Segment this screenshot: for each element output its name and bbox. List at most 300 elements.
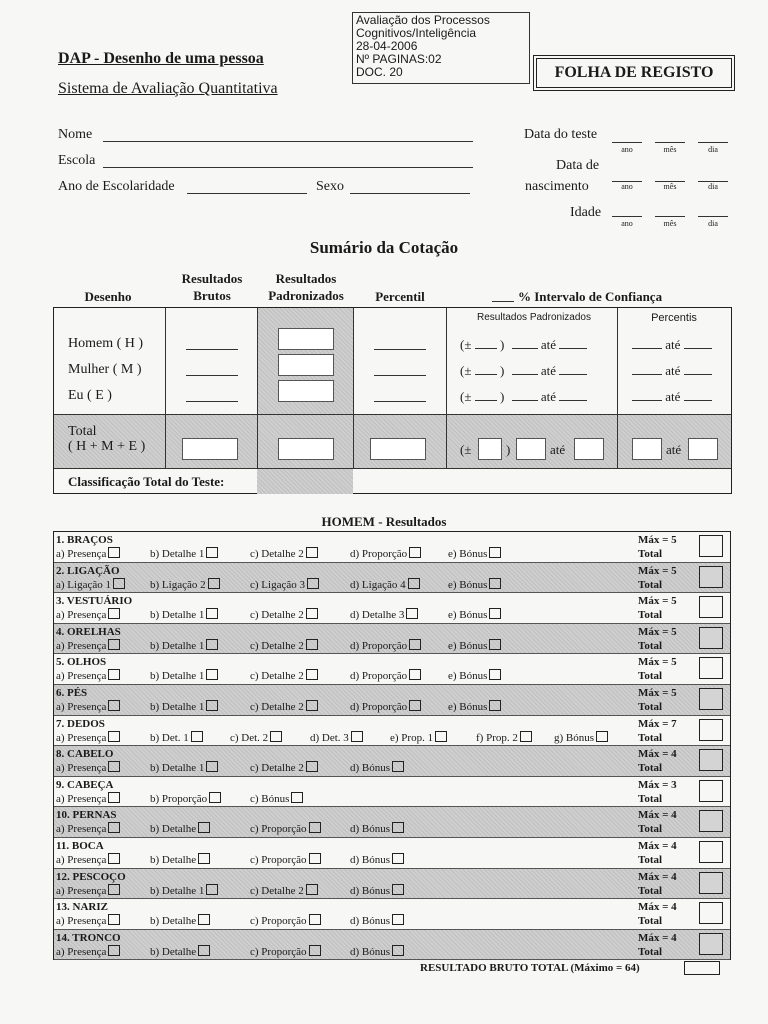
results-row-title: 9. CABEÇA — [56, 778, 114, 791]
criterion-label: b) Detalhe — [150, 854, 197, 866]
ate-label: até — [540, 363, 556, 378]
sexo-field[interactable] — [350, 180, 470, 194]
criterion-checkbox[interactable] — [108, 731, 120, 742]
criterion-item — [56, 547, 120, 561]
criterion-label: c) Detalhe 2 — [250, 670, 304, 683]
percentis-field[interactable] — [632, 389, 662, 401]
padronizados-mulher-box[interactable] — [278, 354, 334, 376]
criterion-label: d) Proporção — [350, 639, 408, 652]
escola-field[interactable] — [103, 154, 473, 168]
criterion-item — [56, 761, 120, 775]
interval-mulher — [460, 363, 587, 379]
doc-info-line: DOC. 20 — [356, 65, 403, 79]
plus-minus-label: (± — [460, 337, 472, 352]
criterion-checkbox[interactable] — [392, 853, 404, 864]
results-row-title: 13. NARIZ — [56, 901, 108, 914]
criterion-checkbox[interactable] — [198, 914, 210, 925]
data-teste-label: Data do teste — [524, 127, 598, 142]
date-dia-field[interactable] — [698, 131, 728, 143]
criterion-checkbox[interactable] — [306, 608, 318, 619]
percentis-eu — [632, 389, 712, 405]
row-total-label: Total — [638, 945, 663, 958]
grand-total-label: RESULTADO BRUTO TOTAL (Máximo = 64) — [420, 962, 640, 974]
criterion-label: d) Bónus — [350, 854, 391, 866]
date-dia-field[interactable] — [698, 170, 728, 182]
row-total-label: Total — [638, 792, 663, 805]
row-total-label: Total — [638, 854, 663, 866]
criterion-checkbox[interactable] — [406, 608, 418, 619]
criterion-checkbox[interactable] — [108, 822, 120, 833]
criterion-item — [310, 731, 363, 745]
criterion-checkbox[interactable] — [108, 669, 120, 680]
criterion-label: d) Bónus — [350, 884, 391, 897]
percentis-homem — [632, 337, 712, 353]
col-intervalo-header: % Intervalo de Confiança — [518, 289, 663, 304]
criterion-label: a) Presença — [56, 701, 107, 713]
criterion-checkbox[interactable] — [489, 578, 501, 589]
sheet-label: FOLHA DE REGISTO — [536, 58, 732, 88]
date-mes-field[interactable] — [655, 131, 685, 143]
criterion-label: b) Detalhe 1 — [150, 884, 205, 897]
percentis-field[interactable] — [684, 363, 712, 375]
interval-field[interactable] — [475, 337, 497, 349]
criterion-item — [150, 578, 220, 592]
ate-label: até — [665, 363, 681, 378]
brutos-eu-field[interactable] — [186, 390, 238, 402]
criterion-label: e) Bónus — [448, 609, 488, 622]
padronizados-homem-box[interactable] — [278, 328, 334, 350]
criterion-checkbox[interactable] — [309, 945, 321, 956]
criterion-item — [56, 608, 120, 622]
criterion-checkbox[interactable] — [206, 884, 218, 895]
interval-field[interactable] — [559, 389, 587, 401]
criterion-checkbox[interactable] — [489, 547, 501, 558]
criterion-item — [250, 639, 318, 653]
row-total-label: Total — [638, 731, 663, 744]
results-row-title: 1. BRAÇOS — [56, 534, 113, 546]
results-row — [54, 807, 730, 838]
dia-sublabel: dia — [708, 219, 718, 228]
criterion-checkbox[interactable] — [206, 761, 218, 772]
total-percentil-box[interactable] — [370, 438, 426, 460]
criterion-checkbox[interactable] — [489, 639, 501, 650]
criterion-label: b) Detalhe — [150, 945, 197, 958]
col-header-line: Resultados — [181, 271, 243, 286]
criterion-checkbox[interactable] — [351, 731, 363, 742]
row-total-box[interactable] — [699, 657, 723, 679]
criterion-item — [250, 792, 303, 806]
sub-padronizados-header: Resultados Padronizados — [477, 312, 591, 323]
criterion-checkbox[interactable] — [291, 792, 303, 803]
criterion-checkbox[interactable] — [206, 700, 218, 711]
criterion-label: e) Bónus — [448, 578, 488, 591]
ano-sublabel: ano — [621, 145, 633, 154]
percentil-homem-field[interactable] — [374, 338, 426, 350]
criterion-label: b) Detalhe 1 — [150, 701, 205, 713]
interval-field[interactable] — [559, 363, 587, 375]
criterion-label: c) Proporção — [250, 915, 307, 928]
criterion-label: c) Ligação 3 — [250, 578, 305, 591]
row-divider — [54, 468, 731, 469]
criterion-checkbox[interactable] — [206, 639, 218, 650]
criterion-label: d) Detalhe 3 — [350, 609, 405, 622]
total-brutos-box[interactable] — [182, 438, 238, 460]
row-total-box[interactable] — [699, 596, 723, 618]
criterion-item — [150, 914, 210, 928]
row-divider — [54, 414, 731, 415]
interval-field[interactable] — [475, 389, 497, 401]
criterion-item — [250, 853, 321, 867]
row-total-box[interactable] — [699, 780, 723, 802]
interval-field[interactable] — [512, 337, 538, 349]
padronizados-eu-box[interactable] — [278, 380, 334, 402]
plus-minus-label: (± — [460, 389, 472, 404]
criterion-item — [350, 639, 421, 653]
criterion-label: c) Det. 2 — [230, 731, 269, 744]
col-brutos-header — [168, 270, 256, 304]
criterion-item — [56, 792, 120, 806]
mes-sublabel: mês — [663, 145, 677, 154]
results-heading: HOMEM - Resultados — [321, 514, 447, 529]
criterion-checkbox[interactable] — [596, 731, 608, 742]
grand-total-box[interactable] — [684, 961, 720, 975]
nome-field[interactable] — [103, 128, 473, 142]
criterion-item — [390, 731, 447, 745]
confidence-percent-field[interactable] — [492, 301, 514, 302]
criterion-item — [56, 731, 120, 745]
row-total-label: Total — [638, 548, 663, 560]
criterion-checkbox[interactable] — [306, 669, 318, 680]
criterion-checkbox[interactable] — [307, 578, 319, 589]
criterion-checkbox[interactable] — [306, 639, 318, 650]
criterion-checkbox[interactable] — [409, 547, 421, 558]
criterion-checkbox[interactable] — [108, 792, 120, 803]
criterion-label: a) Presença — [56, 884, 107, 897]
results-row-title: 14. TRONCO — [56, 931, 121, 944]
criterion-checkbox[interactable] — [408, 578, 420, 589]
percentil-eu-field[interactable] — [374, 390, 426, 402]
criterion-checkbox[interactable] — [206, 669, 218, 680]
criterion-checkbox[interactable] — [108, 884, 120, 895]
max-score-label: Máx = 5 — [638, 534, 677, 546]
criterion-item — [448, 639, 501, 653]
criterion-item — [150, 731, 203, 745]
criterion-label: b) Detalhe 1 — [150, 670, 205, 683]
criterion-item — [150, 639, 218, 653]
criterion-item — [476, 731, 532, 745]
criterion-checkbox[interactable] — [392, 945, 404, 956]
ate-label: até — [540, 337, 556, 352]
ano-sublabel: ano — [621, 182, 633, 191]
idade-dia-field[interactable] — [698, 205, 728, 217]
criterion-label: e) Bónus — [448, 701, 488, 713]
row-total-label: Total — [638, 639, 663, 652]
criterion-label: b) Detalhe — [150, 823, 197, 836]
column-divider — [446, 308, 447, 468]
criterion-item — [250, 608, 318, 622]
dia-sublabel: dia — [708, 182, 718, 191]
row-total-box[interactable] — [699, 749, 723, 771]
results-row-title: 11. BOCA — [56, 840, 104, 852]
criterion-checkbox[interactable] — [392, 884, 404, 895]
interval-field[interactable] — [512, 363, 538, 375]
criterion-checkbox[interactable] — [108, 914, 120, 925]
criterion-label: e) Prop. 1 — [390, 731, 434, 744]
criterion-checkbox[interactable] — [309, 853, 321, 864]
results-row — [54, 746, 730, 777]
criterion-checkbox[interactable] — [206, 608, 218, 619]
max-score-label: Máx = 5 — [638, 687, 677, 699]
criterion-checkbox[interactable] — [108, 700, 120, 711]
ano-sublabel: ano — [621, 219, 633, 228]
criterion-item — [56, 669, 120, 683]
col-header-line: Brutos — [193, 288, 231, 303]
criterion-label: d) Det. 3 — [310, 731, 349, 744]
row-total-box[interactable] — [699, 627, 723, 649]
brutos-mulher-field[interactable] — [186, 364, 238, 376]
max-score-label: Máx = 5 — [638, 625, 677, 638]
criterion-checkbox[interactable] — [306, 700, 318, 711]
row-total-box[interactable] — [699, 810, 723, 832]
max-score-label: Máx = 4 — [638, 748, 677, 761]
criterion-checkbox[interactable] — [198, 945, 210, 956]
date-mes-field[interactable] — [655, 170, 685, 182]
max-score-label: Máx = 5 — [638, 656, 677, 669]
criterion-label: c) Detalhe 2 — [250, 762, 304, 775]
total-paren: ) — [506, 442, 511, 457]
results-table — [53, 531, 731, 960]
total-interval-box[interactable] — [574, 438, 604, 460]
criterion-label: f) Prop. 2 — [476, 731, 518, 744]
idade-mes-field[interactable] — [655, 205, 685, 217]
interval-homem — [460, 337, 587, 353]
percentis-field[interactable] — [632, 363, 662, 375]
criterion-label: b) Detalhe 1 — [150, 639, 205, 652]
interval-field[interactable] — [559, 337, 587, 349]
document-info-box — [352, 12, 530, 84]
results-row — [54, 532, 730, 563]
column-divider — [257, 308, 258, 468]
row-total-box[interactable] — [699, 902, 723, 924]
criterion-checkbox[interactable] — [489, 669, 501, 680]
paren-label: ) — [499, 389, 505, 404]
row-total-box[interactable] — [699, 933, 723, 955]
max-score-label: Máx = 5 — [638, 595, 677, 608]
total-percentis-box[interactable] — [632, 438, 662, 460]
criterion-item — [56, 853, 120, 867]
percentis-field[interactable] — [684, 389, 712, 401]
row-total-box[interactable] — [699, 566, 723, 588]
criterion-label: a) Presença — [56, 548, 107, 560]
criterion-checkbox[interactable] — [520, 731, 532, 742]
criterion-checkbox[interactable] — [306, 884, 318, 895]
criterion-checkbox[interactable] — [198, 853, 210, 864]
criterion-item — [350, 822, 404, 836]
criterion-checkbox[interactable] — [113, 578, 125, 589]
row-total-box[interactable] — [699, 719, 723, 741]
doc-info-line: Avaliação dos Processos — [356, 13, 490, 27]
criterion-label: a) Presença — [56, 823, 107, 836]
col-header-line: Resultados — [275, 271, 337, 286]
results-row-title: 8. CABELO — [56, 748, 114, 761]
criterion-checkbox[interactable] — [409, 669, 421, 680]
criterion-checkbox[interactable] — [206, 547, 218, 558]
max-score-label: Máx = 4 — [638, 809, 677, 822]
criterion-item — [350, 884, 404, 898]
criterion-checkbox[interactable] — [108, 547, 120, 558]
criterion-label: b) Detalhe — [150, 915, 197, 928]
criterion-checkbox[interactable] — [435, 731, 447, 742]
criterion-label: a) Presença — [56, 609, 107, 622]
criterion-item — [554, 731, 608, 745]
criterion-item — [350, 761, 404, 775]
idade-label: Idade — [570, 205, 602, 220]
criterion-label: d) Bónus — [350, 762, 391, 775]
sub-percentis-header: Percentis — [651, 312, 697, 324]
criterion-checkbox[interactable] — [489, 700, 501, 711]
criterion-item — [350, 700, 421, 714]
criterion-label: a) Presença — [56, 854, 107, 866]
criterion-checkbox[interactable] — [392, 761, 404, 772]
criterion-item — [150, 792, 221, 806]
percentis-field[interactable] — [632, 337, 662, 349]
column-divider — [165, 308, 166, 468]
criterion-checkbox[interactable] — [108, 853, 120, 864]
criterion-label: a) Presença — [56, 639, 107, 652]
row-total-box[interactable] — [699, 841, 723, 863]
paren-label: ) — [499, 337, 505, 352]
results-row — [54, 685, 730, 716]
date-ano-field[interactable] — [612, 131, 642, 143]
criterion-checkbox[interactable] — [270, 731, 282, 742]
row-total-box[interactable] — [699, 688, 723, 710]
criterion-checkbox[interactable] — [409, 639, 421, 650]
criterion-label: d) Bónus — [350, 945, 391, 958]
row-total-label: Total — [638, 609, 663, 622]
criterion-item — [250, 547, 318, 561]
row-total-label: Total — [638, 884, 663, 897]
nome-label: Nome — [58, 127, 93, 142]
interval-field[interactable] — [512, 389, 538, 401]
col-percentil-header: Percentil — [375, 289, 425, 304]
total-interval-box[interactable] — [478, 438, 502, 460]
date-ano-field[interactable] — [612, 170, 642, 182]
ano-escolaridade-field[interactable] — [187, 180, 307, 194]
mes-sublabel: mês — [663, 182, 677, 191]
results-row-title: 5. OLHOS — [56, 656, 107, 669]
results-row — [54, 838, 730, 869]
criterion-checkbox[interactable] — [392, 822, 404, 833]
criterion-item — [350, 914, 404, 928]
results-row-title: 4. ORELHAS — [56, 625, 121, 638]
criterion-item — [230, 731, 282, 745]
paren-label: ) — [499, 363, 505, 378]
total-padronizados-box[interactable] — [278, 438, 334, 460]
results-row-title: 10. PERNAS — [56, 809, 117, 822]
criterion-checkbox[interactable] — [306, 547, 318, 558]
criterion-checkbox[interactable] — [306, 761, 318, 772]
col-desenho-header: Desenho — [84, 289, 132, 304]
criterion-item — [350, 669, 421, 683]
criterion-item — [56, 945, 120, 959]
max-score-label: Máx = 4 — [638, 931, 677, 944]
criterion-label: b) Detalhe 1 — [150, 609, 205, 622]
criterion-checkbox[interactable] — [108, 608, 120, 619]
row-total-label: Total — [638, 578, 663, 591]
criterion-item — [250, 700, 318, 714]
max-score-label: Máx = 7 — [638, 717, 677, 730]
total-percentis-box[interactable] — [688, 438, 718, 460]
results-row — [54, 563, 730, 594]
plus-minus-label: (± — [460, 363, 472, 378]
criterion-label: b) Ligação 2 — [150, 578, 206, 591]
row-total-label: Total — [638, 762, 663, 775]
criterion-label: e) Bónus — [448, 548, 488, 560]
row-total-box[interactable] — [699, 535, 723, 557]
criterion-checkbox[interactable] — [209, 792, 221, 803]
interval-field[interactable] — [475, 363, 497, 375]
criterion-checkbox[interactable] — [191, 731, 203, 742]
criterion-checkbox[interactable] — [108, 639, 120, 650]
results-row — [54, 899, 730, 930]
criterion-item — [250, 578, 319, 592]
percentil-mulher-field[interactable] — [374, 364, 426, 376]
criterion-item — [350, 853, 404, 867]
criterion-checkbox[interactable] — [392, 914, 404, 925]
criterion-item — [448, 669, 501, 683]
criterion-checkbox[interactable] — [108, 761, 120, 772]
idade-ano-field[interactable] — [612, 205, 642, 217]
results-row — [54, 593, 730, 624]
classificacao-label: Classificação Total do Teste: — [68, 474, 225, 489]
max-score-label: Máx = 3 — [638, 778, 677, 791]
results-row — [54, 716, 730, 747]
criterion-checkbox[interactable] — [489, 608, 501, 619]
results-row — [54, 654, 730, 685]
ate-label: até — [665, 389, 681, 404]
criterion-checkbox[interactable] — [309, 822, 321, 833]
row-total-box[interactable] — [699, 872, 723, 894]
criterion-label: d) Proporção — [350, 670, 408, 683]
criterion-checkbox[interactable] — [309, 914, 321, 925]
criterion-label: d) Proporção — [350, 548, 408, 560]
criterion-item — [150, 884, 218, 898]
criterion-item — [250, 945, 321, 959]
results-row-title: 7. DEDOS — [56, 717, 105, 730]
results-row-title: 3. VESTUÁRIO — [56, 595, 133, 608]
criterion-label: d) Bónus — [350, 915, 391, 928]
criterion-label: a) Presença — [56, 792, 107, 805]
summary-table — [53, 307, 732, 494]
criterion-label: a) Presença — [56, 762, 107, 775]
criterion-checkbox[interactable] — [108, 945, 120, 956]
ate-label: até — [665, 337, 681, 352]
criterion-checkbox[interactable] — [208, 578, 220, 589]
criterion-item — [250, 669, 318, 683]
row-mulher-label: Mulher ( M ) — [68, 362, 142, 377]
criterion-label: c) Detalhe 2 — [250, 884, 304, 897]
ate-label: até — [540, 389, 556, 404]
criterion-item — [150, 822, 210, 836]
total-interval-box[interactable] — [516, 438, 546, 460]
criterion-checkbox[interactable] — [198, 822, 210, 833]
brutos-homem-field[interactable] — [186, 338, 238, 350]
criterion-label: d) Bónus — [350, 823, 391, 836]
criterion-checkbox[interactable] — [409, 700, 421, 711]
percentis-field[interactable] — [684, 337, 712, 349]
criterion-label: d) Proporção — [350, 701, 408, 713]
criterion-item — [250, 761, 318, 775]
